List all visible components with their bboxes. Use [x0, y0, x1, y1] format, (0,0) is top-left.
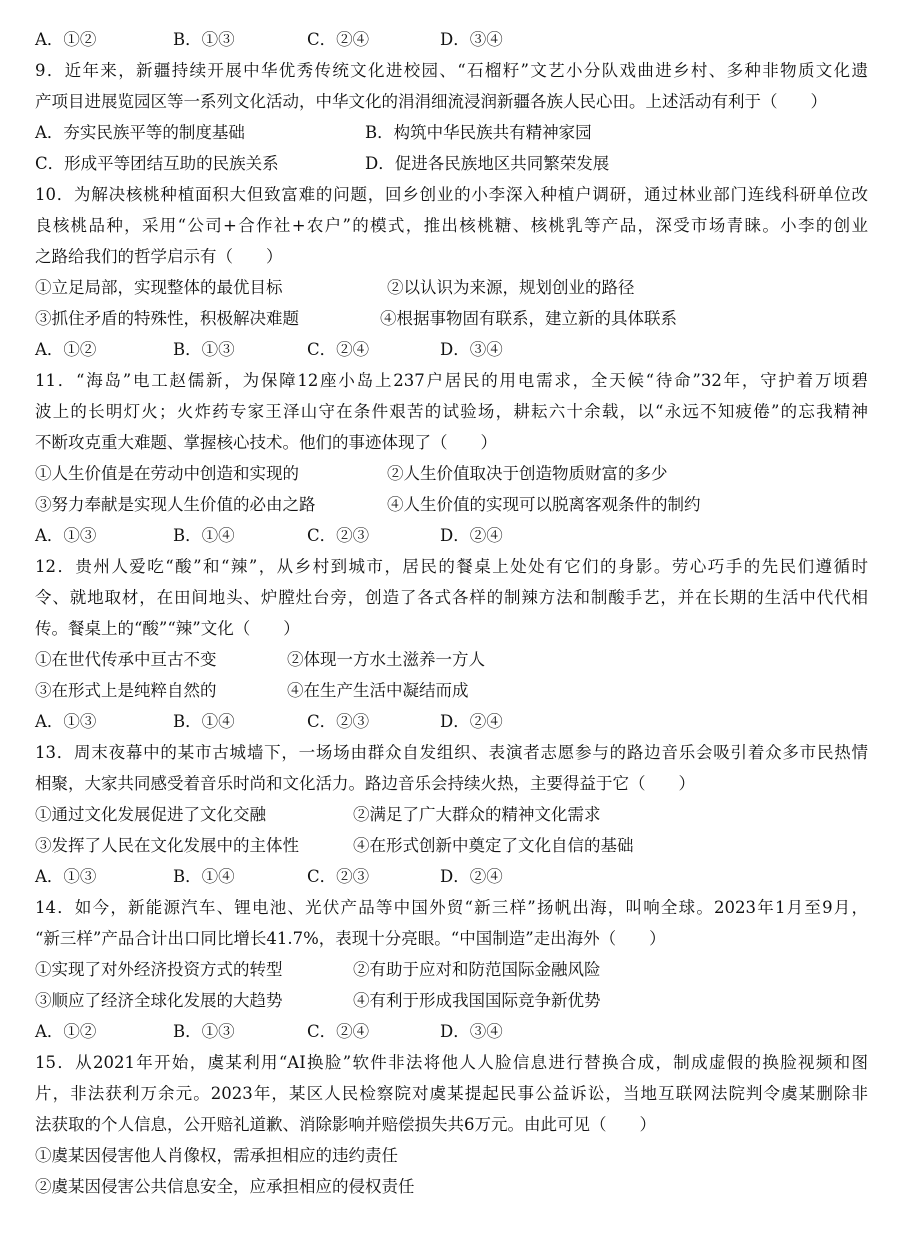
choice-c[interactable]: C．②④ [307, 1022, 370, 1041]
q15-stem-line-3: 法获取的个人信息，公开赔礼道歉、消除影响并赔偿损失共6万元。由此可见（ ） [35, 1115, 656, 1134]
statement-1: ①人生价值是在劳动中创造和实现的 [35, 464, 299, 483]
choice-b[interactable]: B．①③ [173, 340, 235, 359]
q13-stem-line-1: 13．周末夜幕中的某市古城墙下，一场场由群众自发组织、表演者志愿参与的路边音乐会吸引着众多市民热情 [35, 743, 868, 762]
q11-stem-line-2: 波上的长明灯火；火炸药专家王泽山守在条件艰苦的试验场，耕耘六十余载，以“永远不知疲倦”的忘我精神 [35, 402, 868, 421]
q10-stem-line-3: 之路给我们的哲学启示有（ ） [35, 247, 283, 266]
choice-b[interactable]: B．①④ [173, 712, 235, 731]
choice-a[interactable]: A．①② [35, 30, 97, 49]
choice-a[interactable]: A．①③ [35, 867, 97, 886]
choice-a[interactable]: A．①② [35, 340, 97, 359]
q10-stem-line-2: 良核桃品种，采用“公司+合作社+农户”的模式，推出核桃糖、核桃乳等产品，深受市场青睐。小李的创业 [35, 216, 868, 235]
statement-3: ③努力奉献是实现人生价值的必由之路 [35, 495, 316, 514]
statement-1: ①在世代传承中亘古不变 [35, 650, 217, 669]
q15-stem-line-2: 片，非法获利万余元。2023年，某区人民检察院对虞某提起民事公益诉讼，当地互联网法院判令虞某删除非 [35, 1084, 868, 1103]
q15-statement-2: ②虞某因侵害公共信息安全，应承担相应的侵权责任 [35, 1177, 415, 1196]
q12-stem-line-2: 令、就地取材，在田间地头、炉膛灶台旁，创造了各式各样的制辣方法和制酸手艺，并在长期的生活中代代相 [35, 588, 868, 607]
choice-a[interactable]: A．①③ [35, 526, 97, 545]
option-a[interactable]: A．夯实民族平等的制度基础 [35, 123, 245, 142]
choice-b[interactable]: B．①④ [173, 526, 235, 545]
statement-1: ①实现了对外经济投资方式的转型 [35, 960, 283, 979]
choice-a[interactable]: A．①② [35, 1022, 97, 1041]
option-c[interactable]: C．形成平等团结互助的民族关系 [35, 154, 279, 173]
option-d[interactable]: D．促进各民族地区共同繁荣发展 [365, 154, 610, 173]
statement-2: ②满足了广大群众的精神文化需求 [353, 805, 601, 824]
choice-b[interactable]: B．①③ [173, 1022, 235, 1041]
choice-d[interactable]: D．②④ [440, 867, 503, 886]
choice-d[interactable]: D．③④ [440, 30, 503, 49]
statement-3: ③在形式上是纯粹自然的 [35, 681, 217, 700]
q11-stem-line-1: 11．“海岛”电工赵儒新，为保障12座小岛上237户居民的用电需求，全天候“待命”32年，守护着万顷碧 [35, 371, 868, 390]
statement-2: ②人生价值取决于创造物质财富的多少 [387, 464, 668, 483]
statement-4: ④人生价值的实现可以脱离客观条件的制约 [387, 495, 701, 514]
option-b[interactable]: B．构筑中华民族共有精神家园 [365, 123, 592, 142]
q14-stem-line-1: 14．如今，新能源汽车、锂电池、光伏产品等中国外贸“新三样”扬帆出海，叫响全球。2023年1月至9月， [35, 898, 868, 917]
statement-3: ③抓住矛盾的特殊性，积极解决难题 [35, 309, 299, 328]
choice-d[interactable]: D．②④ [440, 526, 503, 545]
statement-3: ③发挥了人民在文化发展中的主体性 [35, 836, 299, 855]
choice-d[interactable]: D．②④ [440, 712, 503, 731]
statement-4: ④在生产生活中凝结而成 [287, 681, 469, 700]
choice-c[interactable]: C．②③ [307, 712, 370, 731]
statement-1: ①立足局部，实现整体的最优目标 [35, 278, 283, 297]
choice-b[interactable]: B．①③ [173, 30, 235, 49]
q9-stem-line-2: 产项目进展览园区等一系列文化活动，中华文化的涓涓细流浸润新疆各族人民心田。上述活动有利于（ ） [35, 92, 827, 111]
q14-stem-line-2: “新三样”产品合计出口同比增长41.7%，表现十分亮眼。“中国制造”走出海外（ ） [35, 929, 666, 948]
q15-statement-1: ①虞某因侵害他人肖像权，需承担相应的违约责任 [35, 1146, 398, 1165]
q15-stem-line-1: 15．从2021年开始，虞某利用“AI换脸”软件非法将他人人脸信息进行替换合成，制成虚假的换脸视频和图 [35, 1053, 868, 1072]
choice-a[interactable]: A．①③ [35, 712, 97, 731]
statement-1: ①通过文化发展促进了文化交融 [35, 805, 266, 824]
q13-stem-line-2: 相聚，大家共同感受着音乐时尚和文化活力。路边音乐会持续火热，主要得益于它（ ） [35, 774, 695, 793]
statement-4: ④根据事物固有联系，建立新的具体联系 [380, 309, 677, 328]
choice-c[interactable]: C．②④ [307, 340, 370, 359]
statement-4: ④在形式创新中奠定了文化自信的基础 [353, 836, 634, 855]
statement-3: ③顺应了经济全球化发展的大趋势 [35, 991, 283, 1010]
statement-4: ④有利于形成我国国际竞争新优势 [353, 991, 601, 1010]
statement-2: ②以认识为来源，规划创业的路径 [387, 278, 635, 297]
choice-c[interactable]: C．②④ [307, 30, 370, 49]
choice-d[interactable]: D．③④ [440, 340, 503, 359]
q10-stem-line-1: 10．为解决核桃种植面积大但致富难的问题，回乡创业的小李深入种植户调研，通过林业部门连线科研单位改 [35, 185, 868, 204]
choice-b[interactable]: B．①④ [173, 867, 235, 886]
q11-stem-line-3: 不断攻克重大难题、掌握核心技术。他们的事迹体现了（ ） [35, 433, 497, 452]
statement-2: ②体现一方水土滋养一方人 [287, 650, 485, 669]
statement-2: ②有助于应对和防范国际金融风险 [353, 960, 601, 979]
choice-d[interactable]: D．③④ [440, 1022, 503, 1041]
q9-stem-line-1: 9．近年来，新疆持续开展中华优秀传统文化进校园、“石榴籽”文艺小分队戏曲进乡村、多种非物质文化遗 [35, 61, 868, 80]
q12-stem-line-3: 传。餐桌上的“酸”“辣”文化（ ） [35, 619, 300, 638]
choice-c[interactable]: C．②③ [307, 526, 370, 545]
q12-stem-line-1: 12．贵州人爱吃“酸”和“辣”，从乡村到城市，居民的餐桌上处处有它们的身影。劳心巧手的先民们遵循时 [35, 557, 868, 576]
choice-c[interactable]: C．②③ [307, 867, 370, 886]
